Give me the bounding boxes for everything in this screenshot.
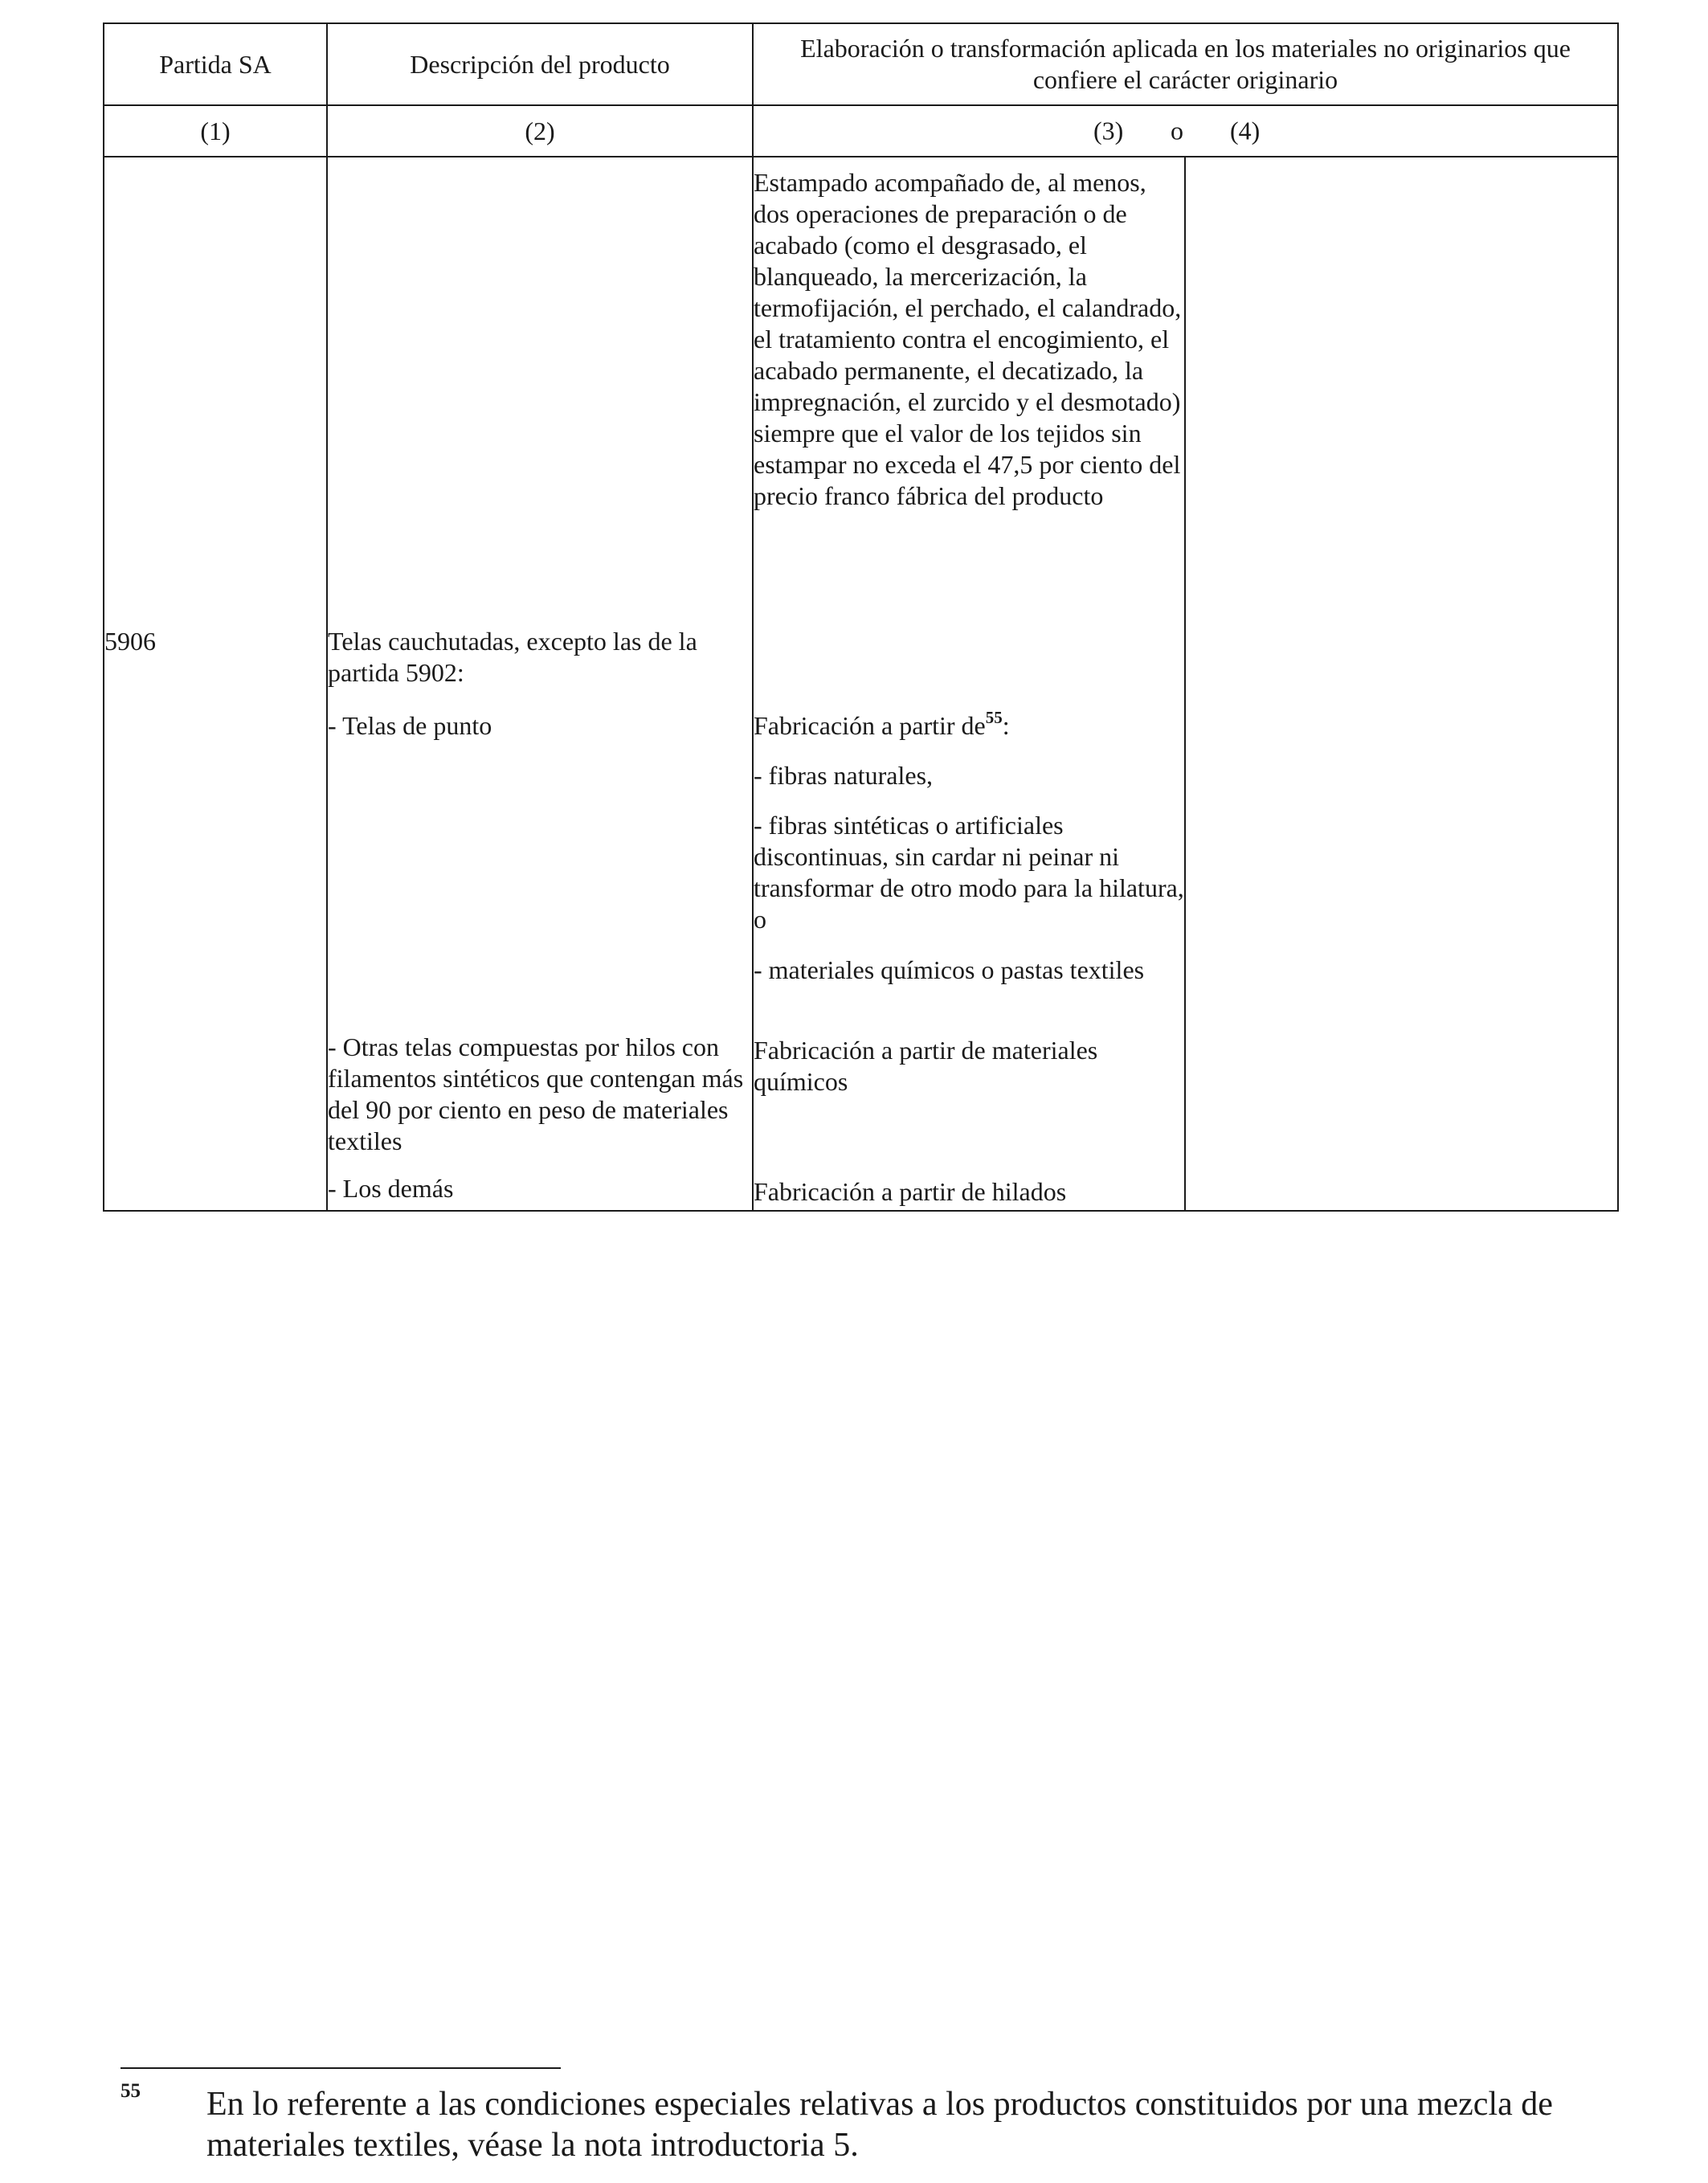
cell-regla-4: [1185, 157, 1618, 1211]
column-number-row: [104, 105, 1618, 157]
rule-estampado: Estampado acompañado de, al menos, dos operaciones de preparación o de acabado (como el desgrasado, el blanqueado, la mercerización, la termofijación, el perchado, el calandrado, el tratamiento contra el encogimiento, el acabado permanente, el decatizado, la impregnación, el zurcido y el desmotado) siempre que el valor de los tejidos sin estampar no exceda el 47,5 por ciento del precio franco fábrica del producto: [754, 168, 1182, 510]
rule-fibras-naturales: - fibras naturales,: [754, 761, 934, 790]
rule-hilados: Fabricación a partir de hilados: [754, 1177, 1067, 1206]
column-number-2: (2): [327, 105, 753, 157]
rule-knit-intro-text: Fabricación a partir de: [754, 711, 986, 740]
header-partida-sa-text: Partida SA: [159, 49, 272, 79]
footnote-text: En lo referente a las condiciones especiales relativas a los productos constituidos por una mezcla de materiales textiles, véase la nota introductoria 5.: [206, 2086, 1553, 2164]
desc-los-demas: - Los demás: [328, 1174, 454, 1203]
header-elaboracion: [753, 23, 1618, 105]
cell-partida: [104, 157, 327, 1211]
cell-descripcion: [327, 157, 753, 1211]
rule-materiales-quimicos: - materiales químicos o pastas textiles: [754, 955, 1145, 984]
header-partida-sa: [104, 23, 327, 105]
column-number-4: (4): [1230, 116, 1261, 145]
rule-knit-colon: :: [1002, 711, 1010, 740]
desc-otras-telas: - Otras telas compuestas por hilos con filamentos sintéticos que contengan más del 90 por ciento en peso de materiales textiles: [328, 1032, 744, 1155]
desc-telas-cauchutadas: Telas cauchutadas, excepto las de la partida 5902:: [328, 627, 697, 687]
header-elaboracion-text: Elaboración o transformación aplicada en los materiales no originarios que confiere el carácter originario: [800, 34, 1571, 94]
footnote-number: 55: [121, 2080, 141, 2102]
cell-regla-3: [753, 157, 1185, 1211]
rules-of-origin-table: [103, 22, 1619, 1212]
footnote-separator: [121, 2067, 561, 2069]
header-descripcion-text: Descripción del producto: [410, 49, 670, 79]
column-number-or: o: [1171, 116, 1183, 145]
code-5906: 5906: [104, 627, 156, 656]
header-descripcion: [327, 23, 753, 105]
footnote-ref-55: 55: [985, 708, 1003, 727]
desc-telas-de-punto: - Telas de punto: [328, 711, 492, 740]
rule-knit-intro: [754, 710, 1184, 744]
table-body-row: [104, 157, 1618, 1211]
rule-synth-quimicos: Fabricación a partir de materiales químicos: [754, 1036, 1098, 1096]
column-number-3-4: [753, 105, 1618, 157]
column-number-3: (3): [1093, 116, 1124, 145]
rule-fibras-sinteticas: - fibras sintéticas o artificiales discontinuas, sin cardar ni peinar ni transformar de otro modo para la hilatura, o: [754, 811, 1184, 934]
table-header-row: [104, 23, 1618, 105]
column-number-1: (1): [104, 105, 327, 157]
